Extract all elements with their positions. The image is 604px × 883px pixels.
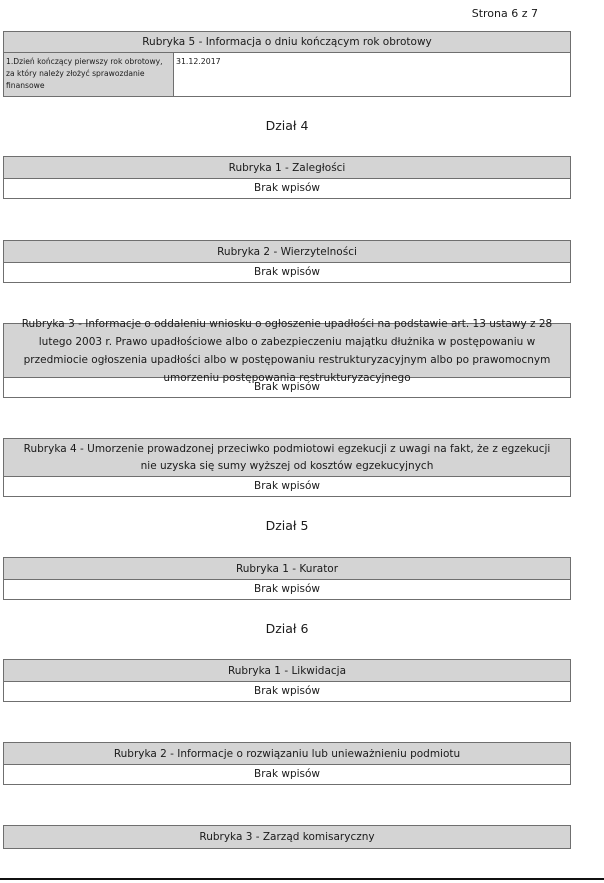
- dzial-6-title: Dział 6: [265, 621, 309, 636]
- dzial-6-rubryka-2-box: [3, 742, 571, 785]
- rubryka-5-header: Rubryka 5 - Informacja o dniu kończącym rok obrotowy: [4, 32, 570, 53]
- dzial-5-rubryka-1-header: Rubryka 1 - Kurator: [4, 558, 570, 580]
- dzial-6-rubryka-3-header: Rubryka 3 - Zarząd komisaryczny: [4, 826, 570, 848]
- dzial-4-rubryka-1-header: Rubryka 1 - Zaległości: [4, 157, 570, 179]
- dzial-6-rubryka-3-box: [3, 825, 571, 849]
- fiscal-year-value: 31.12.2017: [176, 57, 221, 66]
- dzial-6-rubryka-1-box: [3, 659, 571, 702]
- dzial-6-rubryka-2-value: Brak wpisów: [253, 768, 321, 780]
- fiscal-year-row: [4, 53, 570, 96]
- dzial-4-rubryka-4-box: [3, 438, 571, 497]
- dzial-4-rubryka-3-value: Brak wpisów: [253, 381, 321, 393]
- rubryka-5-fiscal-year-box: [3, 31, 571, 97]
- fiscal-year-label: 1.Dzień kończący pierwszy rok obrotowy, za który należy złożyć sprawozdanie finansowe: [4, 53, 174, 96]
- dzial-4-rubryka-2-box: [3, 240, 571, 283]
- dzial-6-rubryka-1-value: Brak wpisów: [253, 685, 321, 697]
- dzial-4-rubryka-3-header: Rubryka 3 - Informacje o oddaleniu wniosku o ogłoszenie upadłości na podstawie art. 13 ustawy z 28 lutego 2003 r. Prawo upadłościowe albo o zabezpieczeniu majątku dłużnika w postępowaniu w przedmiocie ogłoszenia upadłości albo w postępowaniu restrukturyzacyjnym albo po prawomocnym umorzeniu postępowania restrukturyzacyjnego: [4, 324, 570, 378]
- dzial-4-rubryka-3-box: [3, 317, 571, 398]
- dzial-5-rubryka-1-box: [3, 557, 571, 600]
- dzial-4-rubryka-1-value: Brak wpisów: [253, 182, 321, 194]
- dzial-4-rubryka-2-value: Brak wpisów: [253, 266, 321, 278]
- dzial-6-rubryka-2-header: Rubryka 2 - Informacje o rozwiązaniu lub unieważnieniu podmiotu: [4, 743, 570, 765]
- dzial-5-title: Dział 5: [265, 518, 309, 533]
- page-bottom-rule: [0, 878, 604, 880]
- dzial-4-rubryka-4-header: Rubryka 4 - Umorzenie prowadzonej przeciwko podmiotowi egzekucji z uwagi na fakt, że z egzekucji nie uzyska się sumy wyższej od kosztów egzekucyjnych: [4, 439, 570, 477]
- dzial-6-rubryka-1-header: Rubryka 1 - Likwidacja: [4, 660, 570, 682]
- dzial-4-rubryka-4-value: Brak wpisów: [253, 480, 321, 492]
- dzial-5-rubryka-1-value: Brak wpisów: [253, 583, 321, 595]
- dzial-4-rubryka-2-header: Rubryka 2 - Wierzytelności: [4, 241, 570, 263]
- page-number: Strona 6 z 7: [471, 7, 538, 20]
- dzial-4-title: Dział 4: [265, 118, 309, 133]
- dzial-4-rubryka-1-box: [3, 156, 571, 199]
